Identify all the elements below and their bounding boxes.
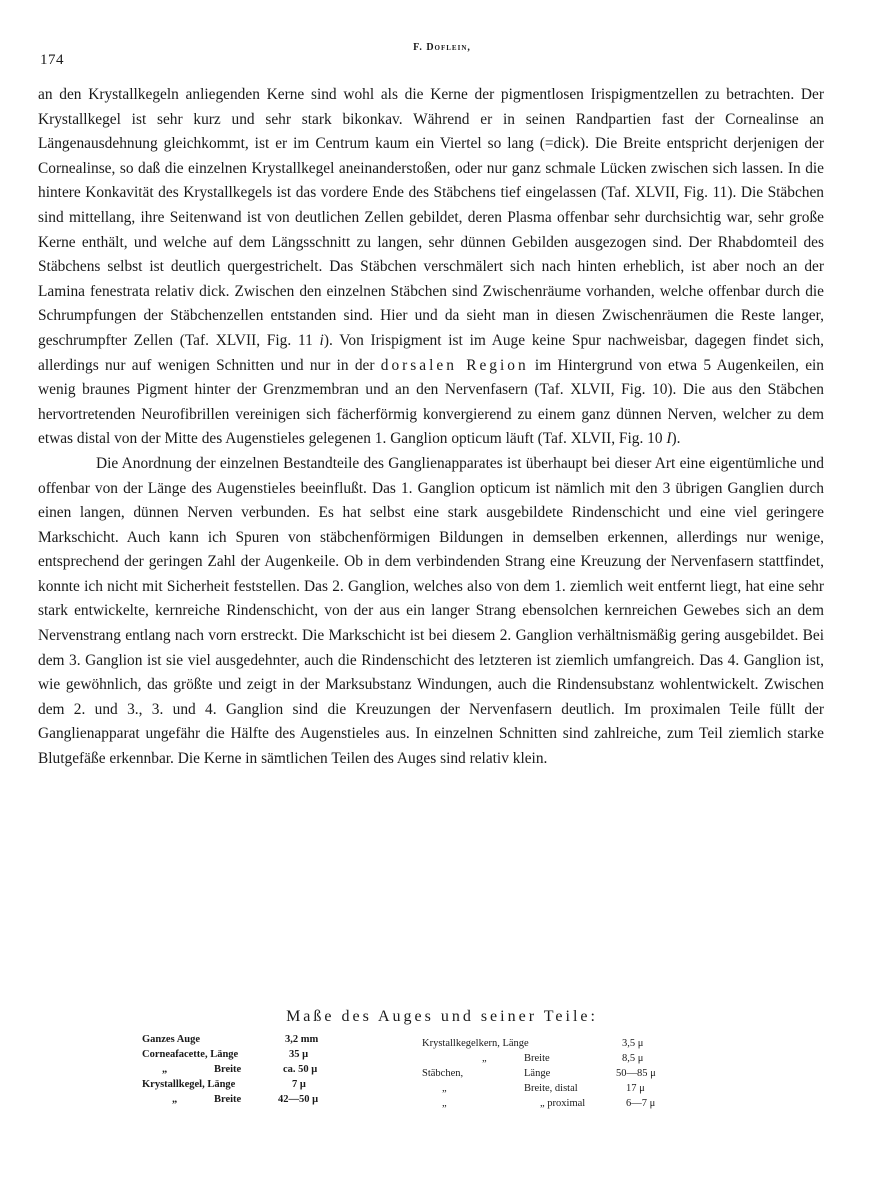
measurement-label: „ <box>172 1094 178 1105</box>
measurement-sublabel: Länge <box>524 1068 551 1079</box>
measurement-row <box>142 1092 372 1107</box>
measurements-title <box>0 1008 884 1026</box>
paragraph-2 <box>38 452 824 772</box>
measurement-value: 6—7 μ <box>626 1098 656 1109</box>
measurement-value: 3,2 mm <box>285 1034 319 1045</box>
page-number: 174 <box>40 52 64 68</box>
measurement-label: Krystallkegel, Länge <box>142 1079 236 1090</box>
paragraph-1 <box>38 83 824 452</box>
text-run: an den Krystallkegeln anliegenden Kerne sind wohl als die Kerne der pigmentlosen Irispigmentzellen zu betrachten. Der Krystallkegel ist sehr kurz und sehr stark bikonkav. Während er in seinen Randpartien fast der Cornealinse an Längenausdehnung gleichkommt, ist er im Centrum kaum ein Viertel so lang (=dick). Die Breite entspricht derjenigen der Cornealinse, so daß die einzelnen Krystallkegel aneinanderstoßen, oder nur ganz schmale Lücken zwischen sich lassen. In die hintere Konkavität des Krystallkegels ist das vordere Ende des Stäbchens tief eingelassen (Taf. XLVII, Fig. 11). Die Stäbchen sind mittellang, ihre Seitenwand ist von deutlichen Zellen gebildet, deren Plasma offenbar sehr durchsichtig war, sehr große Kerne enthält, und welche auf dem Längsschnitt zu langen, sehr dünnen Gebilden ausgezogen sind. Der Rhabdomteil des Stäbchens selbst ist deutlich quergestrichelt. Das Stäbchen verschmälert sich nach hinten erheblich, ist aber noch an der Lamina fenestrata relativ dick. Zwischen den einzelnen Stäbchen sind Zwischenräume vorhanden, welche offenbar durch die Schrumpfungen der Stäbchenzellen entstanden sind. Hier und da sieht man in diesen Zwischenräumen die Reste langer, geschrumpfter Zellen (Taf. XLVII, Fig. 11 <box>38 86 824 349</box>
measurement-row <box>422 1051 712 1066</box>
measurement-sublabel: Breite <box>214 1064 242 1075</box>
measurement-sublabel: Breite, distal <box>524 1083 578 1094</box>
measurement-row <box>422 1036 712 1051</box>
measurement-value: ca. 50 μ <box>283 1064 318 1075</box>
measurement-sublabel: Breite <box>524 1053 550 1064</box>
text-run: ). <box>671 430 681 448</box>
measurement-row <box>142 1032 372 1047</box>
figure-label-I: I <box>666 430 672 448</box>
measurement-value: 42—50 μ <box>278 1094 319 1105</box>
measurement-label: „ <box>442 1098 447 1109</box>
measurement-row <box>422 1066 712 1081</box>
measurement-sublabel: Breite <box>214 1094 242 1105</box>
measurement-row <box>142 1047 372 1062</box>
emphasized-term: dorsalen Region <box>380 356 529 374</box>
measurement-value: 35 μ <box>289 1049 309 1060</box>
running-header: F. Doflein, <box>413 42 471 53</box>
measurement-label: „ <box>442 1083 447 1094</box>
figure-label-i: i <box>319 331 324 349</box>
measurement-value: 8,5 μ <box>622 1053 644 1064</box>
measurement-row <box>142 1077 372 1092</box>
text-run: Die Anordnung der einzelnen Bestandteile des Ganglienapparates ist überhaupt bei dieser Art eine eigentümliche und offenbar von der Länge des Augenstieles beeinflußt. Das 1. Ganglion opticum ist nämlich mit den 3 übrigen Ganglien durch einen langen, dünnen Nerven verbunden. Es hat selbst eine stark ausgebildete Rindenschicht und eine viel geringere Markschicht. Auch kann ich Spuren von stäbchenförmigen Bildungen in demselben erkennen, allerdings nur wenige, entsprechend der geringen Zahl der Augenkeile. Ob in dem verbindenden Strang eine Kreuzung der Nervenfasern stattfindet, konnte ich nicht mit Sicherheit feststellen. Das 2. Ganglion, welches also von dem 1. ziemlich weit entfernt liegt, hat eine sehr stark entwickelte, kernreiche Rindenschicht, von der aus ein langer Strang ebensolchen kernreichen Gewebes sich an dem Nervenstrang entlang nach vorn erstreckt. Die Markschicht ist bei diesem 2. Ganglion verhältnismäßig gering ausgebildet. Bei dem 3. Ganglion ist sie viel ausgedehnter, auch die Rindenschicht des letzteren ist ziemlich umfangreich. Das 4. Ganglion ist, wie gewöhnlich, das größte und zeigt in der Marksubstanz Windungen, auch die Rindensubstanz wohlentwickelt. Zwischen dem 2. und 3., 3. und 4. Ganglion sind die Kreuzungen der Nervenfasern deutlich. Im proximalen Teile füllt der Ganglienapparat ungefähr die Hälfte des Augenstieles aus. In einzelnen Schnitten sind zahlreiche, zum Teil ziemlich starke Blutgefäße erkennbar. Die Kerne in sämtlichen Teilen des Auges sind relativ klein. <box>38 454 824 768</box>
text-run: ). Von Irispigment ist im Auge keine Spur nachweisbar, dagegen findet sich, allerdings nur auf wenigen Schnitten und nur in der <box>38 331 824 374</box>
measurement-label: Ganzes Auge <box>142 1034 201 1045</box>
measurement-label: Corneafacette, Länge <box>142 1049 239 1060</box>
measurements-left-column <box>142 1032 372 1107</box>
measurement-label: „ <box>162 1064 168 1075</box>
measurements-title-text: Maße des Auges und seiner Teile: <box>286 1008 598 1025</box>
measurement-row <box>422 1096 712 1111</box>
text-run: im Hintergrund von etwa 5 Augenkeilen, ein wenig braunes Pigment hinter der Grenzmembran und an den Nervenfasern (Taf. XLVII, Fig. 10). Die aus den Stäbchen hervortretenden Neurofibrillen vereinigen sich fächerförmig konvergierend zu einem ganz dünnen Nerven, welcher zu dem etwas distal von der Mitte des Augenstieles gelegenen 1. Ganglion opticum läuft (Taf. XLVII, Fig. 10 <box>38 356 824 448</box>
measurement-label: Stäbchen, <box>422 1068 464 1079</box>
measurement-value: 7 μ <box>292 1079 306 1090</box>
measurements-right-column <box>422 1036 712 1111</box>
measurement-value: 3,5 μ <box>622 1038 644 1049</box>
measurement-label: Krystallkegelkern, Länge <box>422 1038 529 1049</box>
measurement-row <box>422 1081 712 1096</box>
body-text <box>38 83 824 772</box>
measurement-value: 17 μ <box>626 1083 645 1094</box>
measurement-label: „ <box>482 1053 487 1064</box>
measurement-sublabel: „ proximal <box>540 1098 586 1109</box>
measurement-row <box>142 1062 372 1077</box>
measurement-value: 50—85 μ <box>616 1068 656 1079</box>
